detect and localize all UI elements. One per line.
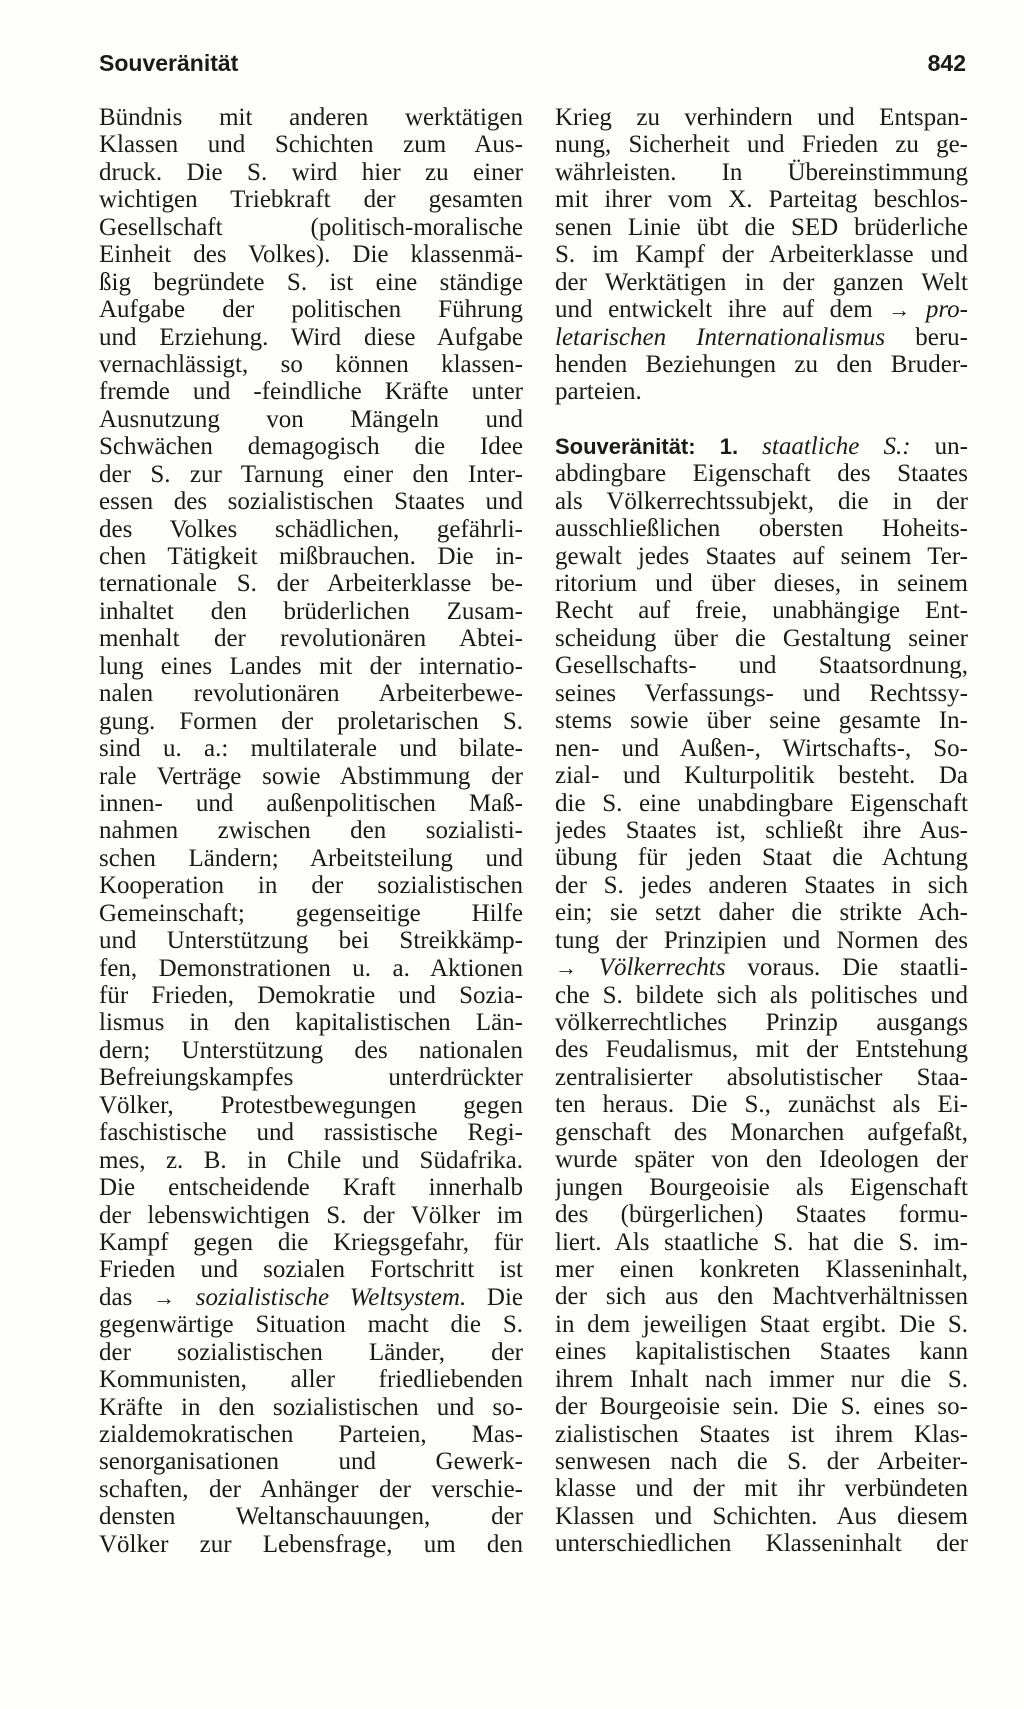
text-line: mit ihrer vom X. Parteitag beschlos-	[555, 186, 968, 214]
text-line: lismus in den kapitalistischen Län-	[99, 1009, 523, 1037]
text-line: senen Linie übt die SED brüderliche	[555, 213, 968, 241]
text-line: Die entscheidende Kraft innerhalb	[99, 1174, 523, 1202]
entry-lemma: Souveränität:	[555, 433, 696, 459]
text-line: der S. jedes anderen Staates in sich	[555, 871, 968, 899]
text-line: parteien.	[555, 378, 642, 406]
text-line: fremde und -feindliche Kräfte unter	[99, 378, 523, 406]
text-line: stems sowie über seine gesamte In-	[555, 707, 968, 735]
text-line: wurde später von den Ideologen der	[555, 1146, 968, 1174]
text-line: der Werktätigen in der ganzen Welt	[555, 268, 968, 296]
text-line: Völker zur Lebensfrage, um den	[99, 1530, 523, 1558]
text-line: und Erziehung. Wird diese Aufgabe	[99, 323, 523, 351]
text-line: rale Verträge sowie Abstimmung der	[99, 762, 523, 790]
text-line: nen- und Außen-, Wirtschafts-, So-	[555, 734, 968, 762]
text-line: ßig begründete S. ist eine ständige	[99, 268, 523, 296]
text-line: Recht auf freie, unabhängige Ent-	[555, 597, 968, 625]
text-line: essen des sozialistischen Staates und	[99, 488, 523, 516]
text-line: jungen Bourgeoisie als Eigenschaft	[555, 1173, 968, 1201]
text-line: eines kapitalistischen Staates kann	[555, 1338, 968, 1366]
text-line: S. im Kampf der Arbeiterklasse und	[555, 241, 968, 269]
text-line: der S. zur Tarnung einer den Inter-	[99, 460, 523, 488]
entry-headword-line	[555, 433, 968, 460]
text-line: Kommunisten, aller friedliebenden	[99, 1366, 523, 1394]
text-line: in dem jeweiligen Staat ergibt. Die S.	[555, 1310, 968, 1338]
cross-reference-term: sozialistische Weltsystem.	[195, 1283, 467, 1311]
text-line: chen Tätigkeit mißbrauchen. Die in-	[99, 543, 523, 570]
text-line: abdingbare Eigenschaft des Staates	[555, 460, 968, 488]
left-ref-line	[99, 1284, 523, 1311]
text-line: mer einen konkreten Klasseninhalt,	[555, 1255, 968, 1283]
text-line: nung, Sicherheit und Frieden zu ge-	[555, 131, 968, 159]
text-line: zial- und Kulturpolitik besteht. Da	[555, 762, 968, 790]
text-line: gung. Formen der proletarischen S.	[99, 707, 523, 735]
right-text-block	[555, 104, 968, 296]
text-line: senorganisationen und Gewerk-	[99, 1448, 523, 1476]
text-line: seines Verfassungs- und Rechtssy-	[555, 679, 968, 707]
text-line: und Unterstützung bei Streikkämp-	[99, 927, 523, 955]
left-text-block	[99, 104, 523, 1284]
text-line: nalen revolutionären Arbeiterbewe-	[99, 680, 523, 708]
text-line: druck. Die S. wird hier zu einer	[99, 158, 523, 186]
text-line: des (bürgerlichen) Staates formu-	[555, 1201, 968, 1229]
text-line: ritorium und über dieses, in seinem	[555, 570, 968, 597]
right-ref-line-3	[555, 954, 968, 981]
text-line: tung der Prinzipien und Normen des	[555, 926, 968, 954]
text-line: innen- und außenpolitischen Maß-	[99, 789, 523, 817]
text-line: Einheit des Volkes). Die klassenmä-	[99, 241, 523, 269]
text-line: genschaft des Monarchen aufgefaßt,	[555, 1118, 968, 1146]
text-line: henden Beziehungen zu den Bruder-	[555, 350, 968, 378]
text-line: Bündnis mit anderen werktätigen	[99, 104, 523, 131]
text-line: der sozialistischen Länder, der	[99, 1338, 523, 1366]
text-line: vernachlässigt, so können klassen-	[99, 350, 523, 378]
text-line: Kampf gegen die Kriegsgefahr, für	[99, 1228, 523, 1256]
text-line: Aufgabe der politischen Führung	[99, 296, 523, 324]
text-line: Krieg zu verhindern und Entspan-	[555, 104, 968, 131]
text-line: Schwächen demagogisch die Idee	[99, 433, 523, 461]
text-line: ihrem Inhalt nach immer nur die S.	[555, 1365, 968, 1393]
text-line: der sich aus den Machtverhältnissen	[555, 1283, 968, 1311]
text-line: gegenwärtige Situation macht die S.	[99, 1311, 523, 1339]
text-line: inhaltet den brüderlichen Zusam-	[99, 597, 523, 625]
text-line: che S. bildete sich als politisches und	[555, 981, 968, 1009]
text-line: klasse und der mit ihr verbündeten	[555, 1475, 968, 1503]
left-column	[99, 104, 523, 1558]
sense-label: staatliche S.:	[762, 432, 911, 460]
text-line: ternationale S. der Arbeiterklasse be-	[99, 570, 523, 598]
text-line: dern; Unterstützung des nationalen	[99, 1036, 523, 1064]
right-ref-line-1	[555, 296, 968, 323]
text-line: Befreiungskampfes unterdrückter	[99, 1064, 523, 1092]
right-text-block-mid	[555, 351, 968, 406]
entry-gap	[555, 406, 968, 433]
text-line: Kooperation in der sozialistischen	[99, 872, 523, 900]
text-line: schaften, der Anhänger der verschie-	[99, 1475, 523, 1503]
running-head-term: Souveränität	[99, 50, 239, 76]
text-line: scheidung über die Gestaltung seiner	[555, 624, 968, 652]
cross-reference-arrow-icon: →	[888, 297, 911, 323]
text-line: die S. eine unabdingbare Eigenschaft	[555, 789, 968, 817]
text-line: zialistischen Staates ist ihrem Klas-	[555, 1420, 968, 1448]
text-line: übung für jeden Staat die Achtung	[555, 844, 968, 872]
entry-text-after: un-	[910, 432, 968, 460]
text-line: ten heraus. Die S., zunächst als Ei-	[555, 1091, 968, 1119]
text-line: Klassen und Schichten. Aus diesem	[555, 1502, 968, 1530]
ref-text-before: das	[99, 1283, 154, 1311]
text-line: schen Ländern; Arbeitsteilung und	[99, 844, 523, 872]
text-line: faschistische und rassistische Regi-	[99, 1119, 523, 1147]
text-line: für Frieden, Demokratie und Sozia-	[99, 982, 523, 1009]
text-line: des Feudalismus, mit der Entstehung	[555, 1036, 968, 1064]
text-line: der lebenswichtigen S. der Völker im	[99, 1201, 523, 1229]
text-line: unterschiedlichen Klasseninhalt der	[555, 1530, 968, 1558]
text-line: Gemeinschaft; gegenseitige Hilfe	[99, 899, 523, 927]
text-line: menhalt der revolutionären Abtei-	[99, 625, 523, 653]
text-line: senwesen nach die S. der Arbeiter-	[555, 1448, 968, 1475]
text-line: ausschließlichen obersten Hoheits-	[555, 515, 968, 543]
text-line: Gesellschafts- und Staatsordnung,	[555, 652, 968, 680]
right-column	[555, 104, 968, 1558]
cross-reference-term: pro-	[910, 296, 968, 324]
cross-reference-term: letarischen Internationalismus	[555, 323, 886, 351]
entry-text-block	[555, 460, 968, 954]
entry-text-block-continued	[555, 982, 968, 1558]
text-line: lung eines Landes mit der internatio-	[99, 652, 523, 680]
text-line: Ausnutzung von Mängeln und	[99, 405, 523, 433]
text-line: nahmen zwischen den sozialisti-	[99, 817, 523, 845]
cross-reference-term: Völkerrechts	[577, 954, 726, 982]
text-line: Frieden und sozialen Fortschritt ist	[99, 1256, 523, 1284]
page-number: 842	[927, 50, 966, 76]
right-ref-line-2	[555, 324, 968, 351]
text-line: fen, Demonstrationen u. a. Aktionen	[99, 954, 523, 982]
cross-reference-arrow-icon: →	[153, 1284, 176, 1310]
text-line: Völker, Protestbewegungen gegen	[99, 1091, 523, 1119]
cross-reference-arrow-icon: →	[555, 955, 577, 981]
text-line: der Bourgeoisie sein. Die S. eines so-	[555, 1393, 968, 1421]
ref-text-after: Die	[466, 1283, 523, 1311]
text-line: zialdemokratischen Parteien, Mas-	[99, 1421, 523, 1448]
text-line: Gesellschaft (politisch-moralische	[99, 213, 523, 241]
text-line: als Völkerrechtssubjekt, die in der	[555, 487, 968, 515]
ref-text-after: beru-	[885, 323, 968, 351]
text-line: mes, z. B. in Chile und Südafrika.	[99, 1146, 523, 1174]
ref-text-after: voraus. Die staatli-	[725, 954, 968, 982]
text-line: gewalt jedes Staates auf seinem Ter-	[555, 542, 968, 570]
text-line: völkerrechtliches Prinzip ausgangs	[555, 1009, 968, 1036]
text-line: wichtigen Triebkraft der gesamten	[99, 186, 523, 214]
sense-number: 1.	[719, 433, 739, 459]
left-text-block-continued	[99, 1311, 523, 1558]
text-line: jedes Staates ist, schließt ihre Aus-	[555, 816, 968, 844]
text-line: sind u. a.: multilaterale und bilate-	[99, 735, 523, 763]
text-line: zentralisierter absolutistischer Staa-	[555, 1063, 968, 1091]
text-line: Klassen und Schichten zum Aus-	[99, 131, 523, 159]
page-header	[99, 50, 966, 90]
text-line: ein; sie setzt daher die strikte Ach-	[555, 899, 968, 927]
text-line: liert. Als staatliche S. hat die S. im-	[555, 1228, 968, 1256]
text-line: densten Weltanschauungen, der	[99, 1503, 523, 1531]
ref-text-before: und entwickelt ihre auf dem	[555, 296, 889, 324]
text-line: währleisten. In Übereinstimmung	[555, 158, 968, 186]
text-line: des Volkes schädlichen, gefährli-	[99, 515, 523, 543]
text-line: Kräfte in den sozialistischen und so-	[99, 1393, 523, 1421]
